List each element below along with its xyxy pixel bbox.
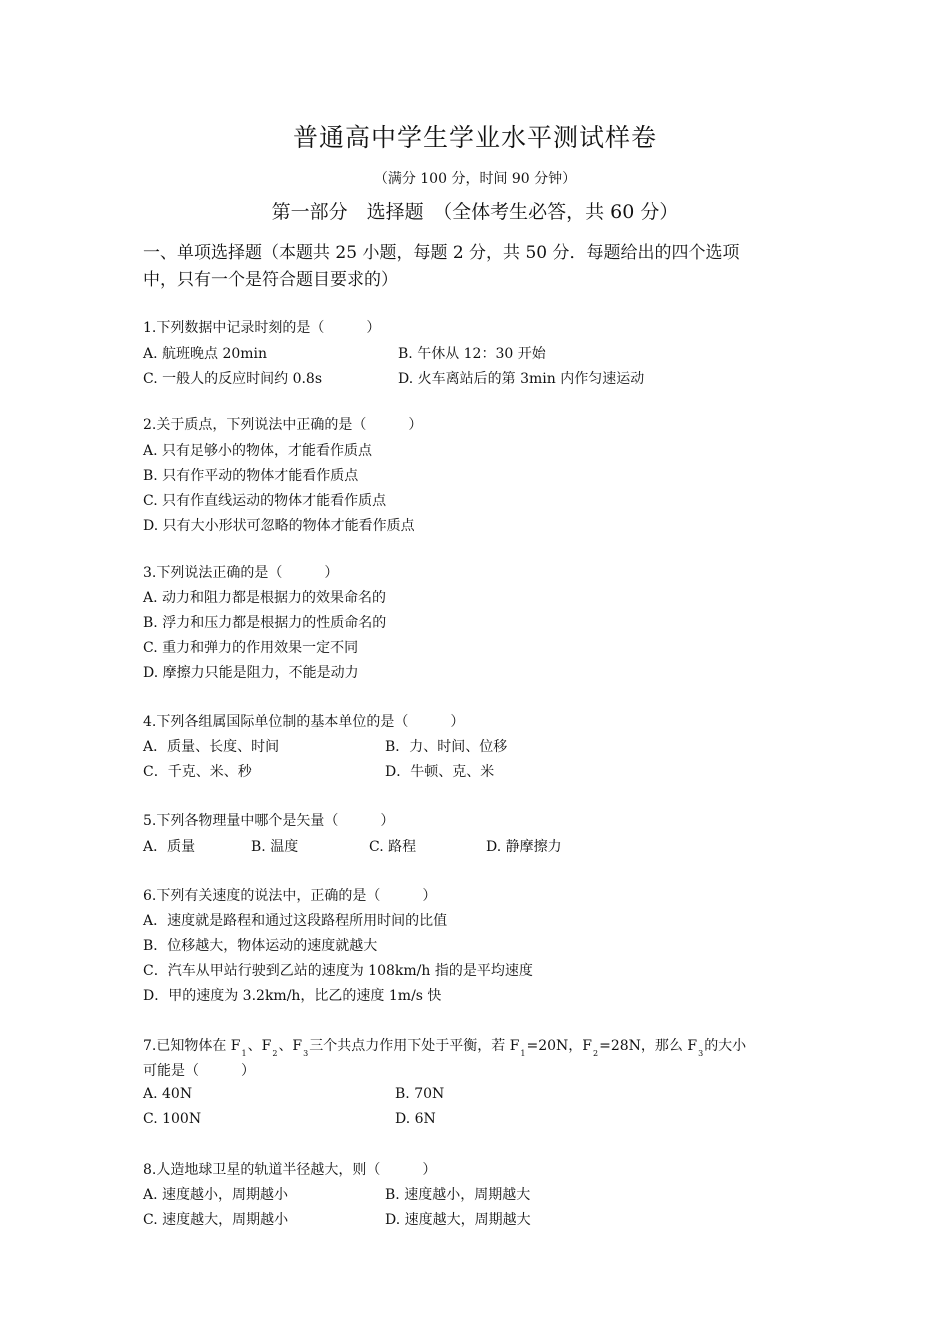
section-instructions-line1: 一、单项选择题（本题共 25 小题，每题 2 分，共 50 分．每题给出的四个选项 <box>143 243 740 263</box>
option-a: A．质量、长度、时间 <box>143 739 280 755</box>
option-a: A．质量 <box>143 839 196 855</box>
option-c: C. 只有作直线运动的物体才能看作质点 <box>143 493 387 509</box>
option-a: A. 只有足够小的物体，才能看作质点 <box>143 443 373 459</box>
option-a: A. 40N <box>143 1086 193 1102</box>
option-c: C. 路程 <box>369 839 417 855</box>
option-b: B. 速度越小，周期越大 <box>385 1187 531 1203</box>
part-heading: 第一部分 选择题 （全体考生必答，共 60 分） <box>271 201 679 223</box>
option-d: D. 只有大小形状可忽略的物体才能看作质点 <box>143 518 415 534</box>
option-d: D．牛顿、克、米 <box>385 764 495 780</box>
option-d: D. 6N <box>395 1111 436 1127</box>
option-c: C. 速度越大，周期越小 <box>143 1212 289 1228</box>
option-b: B. 浮力和压力都是根据力的性质命名的 <box>143 615 387 631</box>
question-stem: 3.下列说法正确的是（ ） <box>143 565 339 581</box>
option-b: B．位移越大，物体运动的速度就越大 <box>143 938 378 954</box>
option-a: A. 速度越小，周期越小 <box>143 1187 289 1203</box>
question-stem-line2: 可能是（ ） <box>143 1063 255 1079</box>
option-d: D. 火车离站后的第 3min 内作匀速运动 <box>398 371 645 387</box>
option-c: C．千克、米、秒 <box>143 764 252 780</box>
option-d: D. 静摩擦力 <box>486 839 562 855</box>
question-stem: 5.下列各物理量中哪个是矢量（ ） <box>143 813 395 829</box>
option-c: C. 重力和弹力的作用效果一定不同 <box>143 640 359 656</box>
option-b: B. 午休从 12：30 开始 <box>398 346 546 362</box>
option-c: C. 一般人的反应时间约 0.8s <box>143 371 323 387</box>
question-stem: 8.人造地球卫星的轨道半径越大，则（ ） <box>143 1162 437 1178</box>
option-a: A．速度就是路程和通过这段路程所用时间的比值 <box>143 913 448 929</box>
page-title: 普通高中学生学业水平测试样卷 <box>292 123 657 152</box>
page-subtitle: （满分 100 分，时间 90 分钟） <box>373 171 577 187</box>
option-d: D．甲的速度为 3.2km/h，比乙的速度 1m/s 快 <box>143 988 442 1004</box>
section-instructions-line2: 中，只有一个是符合题目要求的） <box>143 270 398 290</box>
option-a: A. 动力和阻力都是根据力的效果命名的 <box>143 590 387 606</box>
option-b: B．力、时间、位移 <box>385 739 508 755</box>
question-stem: 2.关于质点，下列说法中正确的是（ ） <box>143 417 423 433</box>
option-d: D. 摩擦力只能是阻力，不能是动力 <box>143 665 359 681</box>
option-a: A. 航班晚点 20min <box>143 346 268 362</box>
option-b: B. 70N <box>395 1086 445 1102</box>
option-c: C．汽车从甲站行驶到乙站的速度为 108km/h 指的是平均速度 <box>143 963 533 979</box>
question-stem: 4.下列各组属国际单位制的基本单位的是（ ） <box>143 714 465 730</box>
option-b: B. 温度 <box>251 839 299 855</box>
option-b: B. 只有作平动的物体才能看作质点 <box>143 468 359 484</box>
option-d: D. 速度越大，周期越大 <box>385 1212 531 1228</box>
question-stem: 7.已知物体在 $F_1$、$F_2$、$F_3$三个共点力作用下处于平衡，若 $F_1=20N$，$F_2=28N$，那么 $F_3$的大小 <box>143 1038 747 1058</box>
option-c: C. 100N <box>143 1111 202 1127</box>
question-stem: 6.下列有关速度的说法中，正确的是（ ） <box>143 888 437 904</box>
question-stem: 1.下列数据中记录时刻的是（ ） <box>143 320 381 336</box>
